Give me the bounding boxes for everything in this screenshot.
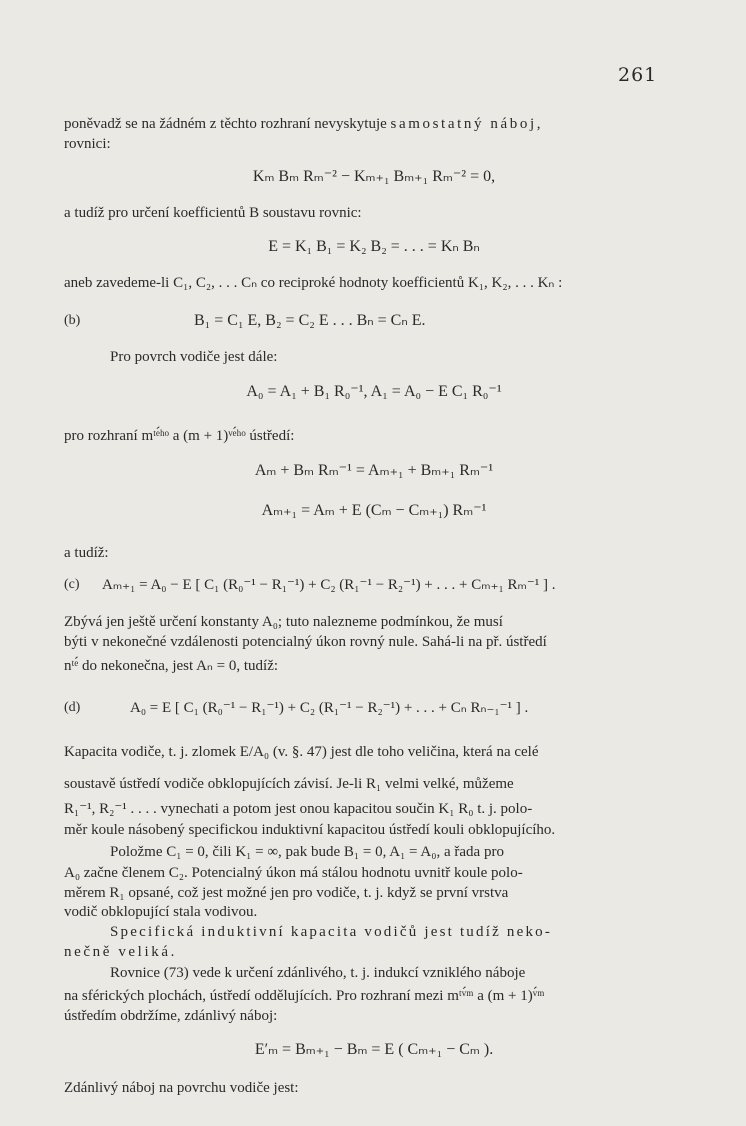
text-line: vodič obklopující stala vodivou. bbox=[64, 904, 258, 920]
equation-body: E′ₘ = Bₘ₊₁ − Bₘ = E ( Cₘ₊₁ − Cₘ ). bbox=[254, 1041, 494, 1058]
emphasis-line: Specifická induktivní kapacita vodičů jest tudíž neko- bbox=[110, 924, 553, 940]
text-line: měrem R₁ opsané, což jest možné jen pro vodiče, t. j. když se první vrstva bbox=[64, 885, 509, 901]
text-line: Zbývá jen ještě určení konstanty A₀; tuto nalezneme podmínkou, že musí bbox=[64, 614, 503, 630]
text-line: a tudíž pro určení koefficientů B soustavu rovnic: bbox=[64, 205, 362, 221]
text-line: rovnici: bbox=[64, 136, 111, 152]
text-line: pro rozhraní mᵗᵉ́ʰᵒ a (m + 1)ᵛᵉ́ʰᵒ ústředí: bbox=[64, 428, 295, 444]
text-line: soustavě ústředí vodiče obklopujících závisí. Je-li R₁ velmi velké, můžeme bbox=[64, 776, 514, 792]
text-fragment: poněvadž se na žádném z těchto rozhraní nevyskytuje bbox=[64, 116, 387, 132]
text-line: ústředím obdržíme, zdánlivý náboj: bbox=[64, 1008, 278, 1024]
equation-body: Aₘ₊₁ = A₀ − E [ C₁ (R₀⁻¹ − R₁⁻¹) + C₂ (R₁⁻¹ − R₂⁻¹) + . . . + Cₘ₊₁ Rₘ⁻¹ ] . bbox=[102, 577, 556, 593]
equation-body: A₀ = A₁ + B₁ R₀⁻¹, A₁ = A₀ − E C₁ R₀⁻¹ bbox=[246, 383, 502, 400]
text-line: Pro povrch vodiče jest dále: bbox=[110, 349, 278, 365]
emphasis-line: nečně veliká. bbox=[64, 944, 177, 960]
text-line: aneb zavedeme-li C₁, C₂, . . . Cₙ co reciproké hodnoty koefficientů K₁, K₂, . . . Kₙ : bbox=[64, 275, 563, 291]
text-line: nᵗᵉ́ do nekonečna, jest Aₙ = 0, tudíž: bbox=[64, 658, 279, 674]
text-line: na sférických plochách, ústředí oddělujících. Pro rozhraní mezi mᵗᵛ́ᵐ a (m + 1)ᵛ́ᵐ bbox=[64, 988, 545, 1004]
text-line: býti v nekonečné vzdálenosti potencialný úkon rovný nule. Sahá-li na př. ústředí bbox=[64, 634, 547, 650]
text-line: a tudíž: bbox=[64, 545, 109, 561]
text-line: Zdánlivý náboj na povrchu vodiče jest: bbox=[64, 1080, 299, 1096]
equation-body: Kₘ Bₘ Rₘ⁻² − Kₘ₊₁ Bₘ₊₁ Rₘ⁻² = 0, bbox=[252, 168, 496, 185]
spaced-text: samostatný náboj, bbox=[390, 116, 544, 132]
text-line: Kapacita vodiče, t. j. zlomek E/A₀ (v. §. 47) jest dle toho veličina, která na celé bbox=[64, 744, 539, 760]
equation-body: Aₘ₊₁ = Aₘ + E (Cₘ − Cₘ₊₁) Rₘ⁻¹ bbox=[261, 502, 487, 519]
text-line: Rovnice (73) vede k určení zdánlivého, t. j. indukcí vzniklého náboje bbox=[110, 965, 526, 981]
equation-label: (c) bbox=[64, 577, 80, 592]
page-number: 261 bbox=[618, 64, 658, 86]
equation-body: E = K₁ B₁ = K₂ B₂ = . . . = Kₙ Bₙ bbox=[268, 238, 480, 255]
equation-label: (b) bbox=[64, 313, 81, 328]
text-line: A₀ začne členem C₂. Potencialný úkon má stálou hodnotu uvnitř koule polo- bbox=[64, 865, 523, 881]
equation-body: A₀ = E [ C₁ (R₀⁻¹ − R₁⁻¹) + C₂ (R₁⁻¹ − R₂⁻¹) + . . . + Cₙ Rₙ₋₁⁻¹ ] . bbox=[130, 700, 529, 716]
text-line: měr koule násobený specifickou induktivní kapacitou ústředí kouli obklopujícího. bbox=[64, 822, 556, 838]
equation-body: Aₘ + Bₘ Rₘ⁻¹ = Aₘ₊₁ + Bₘ₊₁ Rₘ⁻¹ bbox=[254, 462, 494, 479]
text-line bbox=[64, 114, 684, 134]
text-line: Položme C₁ = 0, čili K₁ = ∞, pak bude B₁ = 0, A₁ = A₀, a řada pro bbox=[110, 844, 504, 860]
equation-body: B₁ = C₁ E, B₂ = C₂ E . . . Bₙ = Cₙ E. bbox=[194, 312, 426, 329]
text-line: R₁⁻¹, R₂⁻¹ . . . . vynechati a potom jest onou kapacitou součin K₁ R₀ t. j. polo- bbox=[64, 801, 533, 817]
equation-label: (d) bbox=[64, 700, 81, 715]
